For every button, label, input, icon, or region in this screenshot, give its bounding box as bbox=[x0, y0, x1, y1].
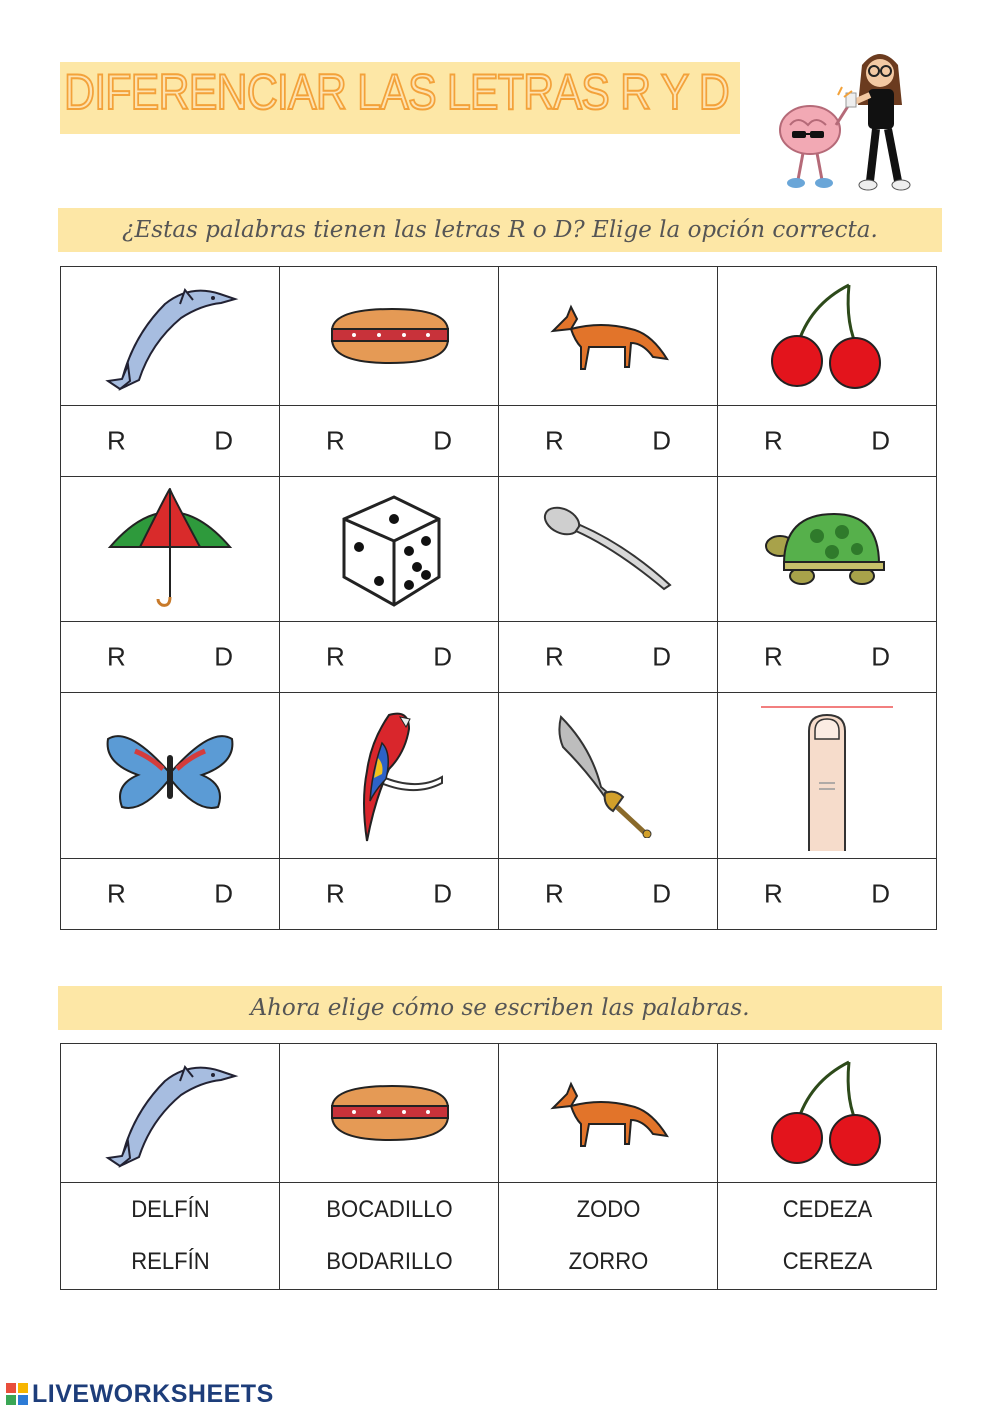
option-r[interactable]: R bbox=[545, 878, 564, 909]
picture-cell bbox=[718, 477, 937, 622]
option-r[interactable]: R bbox=[326, 641, 345, 672]
word-options bbox=[507, 1183, 708, 1290]
word-option[interactable]: ZORRO bbox=[568, 1248, 648, 1275]
umbrella-icon bbox=[105, 487, 235, 612]
fox-icon bbox=[543, 1078, 673, 1148]
option-d[interactable]: D bbox=[871, 641, 890, 672]
instruction-2: Ahora elige cómo se escriben las palabras. bbox=[58, 986, 942, 1030]
option-r[interactable]: R bbox=[326, 425, 345, 456]
picture-cell bbox=[61, 1044, 280, 1183]
option-r[interactable]: R bbox=[107, 878, 126, 909]
footer-brand-text: LIVEWORKSHEETS bbox=[32, 1380, 274, 1408]
cherry-icon bbox=[767, 1058, 887, 1168]
picture-cell bbox=[718, 267, 937, 406]
letter-choice-grid bbox=[60, 266, 937, 930]
dice-icon bbox=[334, 489, 444, 609]
word-option[interactable]: BODARILLO bbox=[325, 1248, 453, 1275]
option-r[interactable]: R bbox=[764, 425, 783, 456]
option-d[interactable]: D bbox=[871, 425, 890, 456]
dolphin-icon bbox=[100, 1051, 240, 1176]
picture-cell bbox=[718, 693, 937, 859]
cherry-icon bbox=[767, 281, 887, 391]
word-option[interactable]: RELFÍN bbox=[130, 1248, 210, 1275]
butterfly-icon bbox=[105, 731, 235, 821]
option-d[interactable]: D bbox=[214, 878, 233, 909]
picture-cell bbox=[499, 267, 718, 406]
word-option[interactable]: CEDEZA bbox=[782, 1196, 872, 1223]
mascot-illustration bbox=[770, 45, 940, 195]
option-r[interactable]: R bbox=[764, 641, 783, 672]
picture-cell bbox=[61, 267, 280, 406]
picture-cell bbox=[280, 477, 499, 622]
option-r[interactable]: R bbox=[545, 425, 564, 456]
parrot-icon bbox=[334, 703, 444, 848]
option-d[interactable]: D bbox=[871, 878, 890, 909]
option-r[interactable]: R bbox=[107, 425, 126, 456]
picture-cell bbox=[280, 267, 499, 406]
option-r[interactable]: R bbox=[107, 641, 126, 672]
word-options bbox=[288, 1183, 489, 1290]
picture-cell bbox=[499, 477, 718, 622]
finger-icon bbox=[757, 701, 897, 851]
sandwich-icon bbox=[324, 1078, 454, 1148]
option-r[interactable]: R bbox=[326, 878, 345, 909]
turtle-icon bbox=[762, 504, 892, 594]
option-r[interactable]: R bbox=[764, 878, 783, 909]
picture-cell bbox=[280, 1044, 499, 1183]
liveworksheets-logo-icon bbox=[6, 1383, 30, 1407]
word-option[interactable]: CEREZA bbox=[782, 1248, 872, 1275]
fox-icon bbox=[543, 301, 673, 371]
word-options bbox=[69, 1183, 270, 1290]
picture-cell bbox=[61, 477, 280, 622]
instruction-1: ¿Estas palabras tienen las letras R o D? Elige la opción correcta. bbox=[58, 208, 942, 252]
option-d[interactable]: D bbox=[652, 641, 671, 672]
option-d[interactable]: D bbox=[652, 425, 671, 456]
word-option[interactable]: DELFÍN bbox=[130, 1196, 210, 1223]
spoon-icon bbox=[538, 499, 678, 599]
picture-cell bbox=[499, 1044, 718, 1183]
dolphin-icon bbox=[100, 274, 240, 399]
picture-cell bbox=[61, 693, 280, 859]
option-d[interactable]: D bbox=[433, 878, 452, 909]
option-d[interactable]: D bbox=[652, 878, 671, 909]
picture-cell bbox=[280, 693, 499, 859]
option-d[interactable]: D bbox=[214, 425, 233, 456]
option-d[interactable]: D bbox=[214, 641, 233, 672]
word-option[interactable]: BOCADILLO bbox=[325, 1196, 453, 1223]
option-d[interactable]: D bbox=[433, 425, 452, 456]
word-option[interactable]: ZODO bbox=[576, 1196, 640, 1223]
sword-icon bbox=[553, 713, 663, 838]
picture-cell bbox=[718, 1044, 937, 1183]
option-d[interactable]: D bbox=[433, 641, 452, 672]
footer-brand bbox=[6, 1380, 274, 1409]
option-r[interactable]: R bbox=[545, 641, 564, 672]
sandwich-icon bbox=[324, 301, 454, 371]
word-options bbox=[726, 1183, 927, 1290]
page-title: DIFERENCIAR LAS LETRAS R Y D bbox=[64, 64, 729, 120]
spelling-choice-grid bbox=[60, 1043, 937, 1290]
picture-cell bbox=[499, 693, 718, 859]
